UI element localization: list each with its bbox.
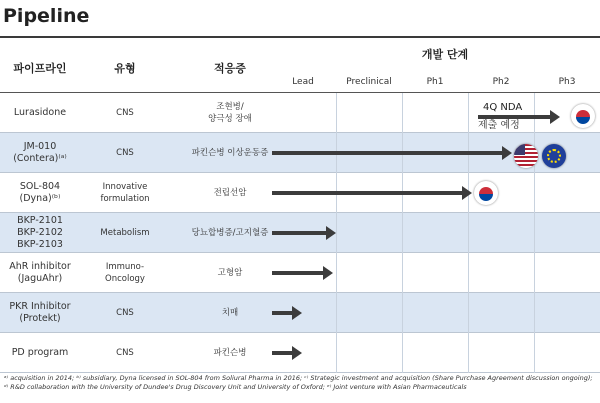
progress-arrow: [272, 189, 472, 197]
pipeline-type: CNS: [116, 348, 134, 358]
progress-arrow: [272, 349, 302, 357]
progress-arrow: [272, 269, 333, 277]
pipeline-name: PKR Inhibitor (Protekt): [9, 301, 71, 324]
stage-header-ph1: Ph1: [426, 77, 444, 87]
header-indication: 적응증: [214, 62, 246, 75]
progress-arrow: [272, 149, 512, 157]
nda-note-line2: 제출 예정: [478, 120, 520, 131]
header-type: 유형: [114, 62, 136, 75]
pipeline-name: SOL-804 (Dyna)⁽ᵇ⁾: [19, 181, 61, 204]
nda-note-line1: 4Q NDA: [483, 102, 523, 113]
progress-arrow: [272, 309, 302, 317]
stage-divider: [468, 93, 469, 373]
us-flag-icon: [514, 144, 538, 168]
eu-flag-icon: [542, 144, 566, 168]
pipeline-indication: 조현병/ 양극성 장애: [208, 102, 252, 124]
korea-flag-icon: [474, 181, 498, 205]
pipeline-type: Innovative formulation: [100, 182, 150, 204]
pipeline-type: CNS: [116, 148, 134, 158]
pipeline-type: CNS: [116, 308, 134, 318]
stage-header-ph2: Ph2: [492, 77, 510, 87]
stage-divider: [402, 93, 403, 373]
stage-header-lead: Lead: [292, 77, 314, 87]
page-title: Pipeline: [3, 5, 90, 27]
stage-header-preclinical: Preclinical: [346, 77, 392, 87]
footnote: ᵃ⁾ acquisition in 2014; ᵇ⁾ subsidiary, Dyna licensed in SOL-804 from Soliural Pharma in 2016; ᶜ⁾ Strategic investment and acquisition (Share Purchase Agreement discussion ongoing); ᵈ⁾ R&D collaboration with the University of Dundee's Drug Discovery Unit and University of Oxford; ᵉ⁾ Joint venture with Asian Pharmaceuticals: [4, 374, 593, 391]
pipeline-type: Immuno- Oncology: [105, 262, 145, 284]
pipeline-name: BKP-2101 BKP-2102 BKP-2103: [17, 215, 63, 250]
stage-header-ph3: Ph3: [558, 77, 576, 87]
pipeline-indication: 당뇨합병증/고지혈증: [191, 228, 269, 238]
pipeline-indication: 파킨슨병: [213, 348, 247, 358]
pipeline-type: CNS: [116, 108, 134, 118]
pipeline-type: Metabolism: [100, 228, 150, 238]
stage-divider: [336, 93, 337, 373]
pipeline-name: JM-010 (Contera)⁽ᵃ⁾: [13, 141, 67, 164]
pipeline-name: AhR inhibitor (JaguAhr): [9, 261, 71, 284]
pipeline-name: Lurasidone: [13, 107, 67, 118]
progress-arrow: [272, 229, 336, 237]
header-dev-stage: 개발 단계: [421, 48, 469, 61]
pipeline-name: PD program: [11, 347, 69, 358]
pipeline-indication: 치매: [221, 308, 239, 318]
korea-flag-icon: [571, 104, 595, 128]
header-pipeline: 파이프라인: [13, 62, 67, 75]
stage-divider: [534, 93, 535, 373]
top-divider: [0, 36, 600, 38]
pipeline-indication: 파킨슨병 이상운동증: [191, 148, 269, 158]
pipeline-indication: 고형암: [217, 268, 243, 278]
pipeline-indication: 전립선암: [213, 188, 247, 198]
